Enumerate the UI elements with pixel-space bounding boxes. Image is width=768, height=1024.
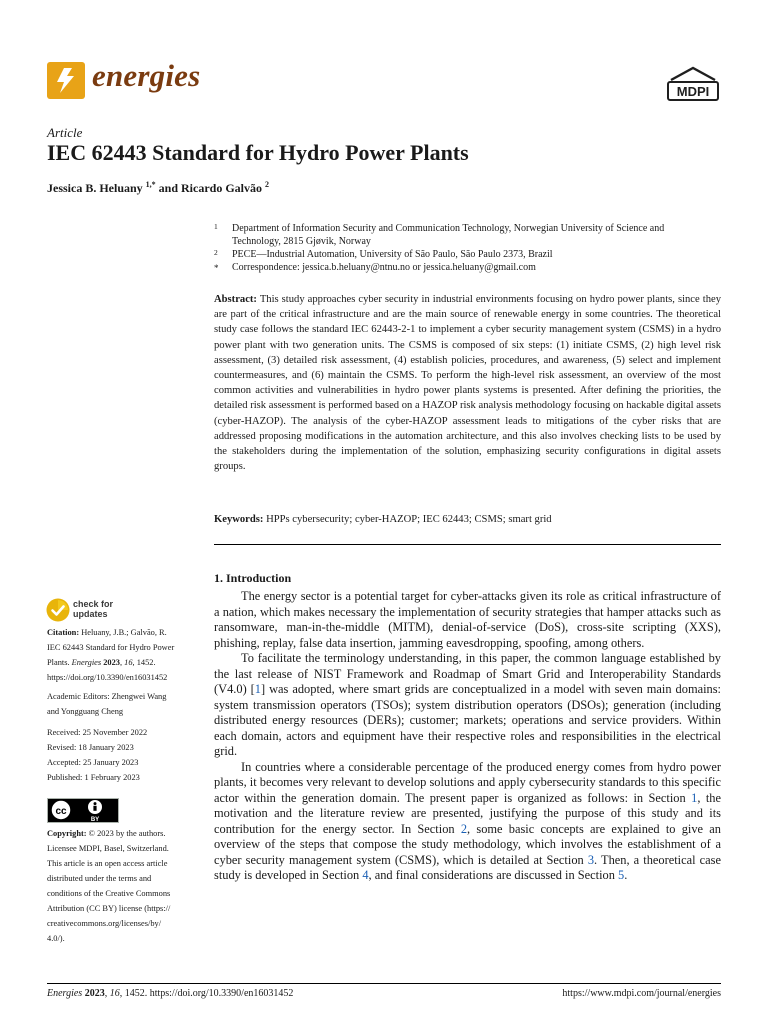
by-icon: BY: [90, 817, 100, 823]
revised-date: Revised: 18 January 2023: [47, 743, 134, 752]
check-badge-icon: [46, 598, 70, 622]
publication-dates: [47, 725, 197, 785]
check-for-updates-label: check for updates: [73, 599, 114, 619]
affiliation-text: PECE—Industrial Automation, University of São Paulo, São Paulo 2373, Brazil: [232, 249, 553, 260]
published-date: Published: 1 February 2023: [47, 773, 140, 782]
section-divider: [214, 544, 721, 545]
affiliation-text: Department of Information Security and Communication Technology, Norwegian University of Science and Technology, 2815 Gjøvik, Norway: [232, 223, 665, 247]
author-affiliation-mark: 1,*: [145, 180, 156, 189]
license-link[interactable]: Attribution (CC BY) license (https://: [47, 904, 171, 913]
author-affiliation-mark: 2: [265, 180, 270, 189]
keywords-text: HPPs cybersecurity; cyber-HAZOP; IEC 62443; CSMS; smart grid: [266, 514, 552, 525]
check-for-updates-button[interactable]: [46, 598, 126, 624]
copyright-label: Copyright:: [47, 829, 87, 838]
section-link[interactable]: 2: [460, 821, 468, 836]
affiliation-mark: *: [214, 263, 219, 273]
citation-block: Citation: Heluany, J.B.; Galvão, R. IEC 62443 Standard for Hydro Power Plants. Energies 2023, 16, 1452. https://doi.org/10.3390/en16031452: [47, 625, 197, 685]
author-name[interactable]: and Ricardo Galvão: [158, 181, 263, 195]
reference-link[interactable]: 1: [254, 682, 261, 696]
keywords-label: Keywords:: [214, 514, 264, 525]
section-link[interactable]: 5: [618, 868, 625, 882]
abstract-text: This study approaches cyber security in industrial environments focusing on hydro power plants, since they are part of the critical infrastructure and are the main source of renewable energy in some countries. The theoretical study case follows the standard IEC 62443-2-1 to implement a cyber security management system (CSMS) in a hydro power plant with two generation units. The CSMS is composed of six steps: (1) initiate CSMS, (2) high level risk assessment, (3) detailed risk assessment, (4) establish policies, procedures, and awareness, (5) select and implement countermeasures, and (6) maintain the CSMS. To perform the high-level risk assessment, an overview of the most common activities and vulnerabilities in hydro power plants systems is presented. After defining the priorities, the detailed risk assessment is performed based on a HAZOP risk analysis methodology focusing on hackable digital assets (cyber-HAZOP). The analysis of the cyber-HAZOP assessment leads to mitigations of the cyber risks that are addressed proposing modifications in the automation architecture, and this also involves checking lists to be used by the stakeholders during the implementation of the solution, emphasizing security configurations in digital assets groups.: [214, 294, 721, 473]
affiliation-mark: 1: [214, 222, 218, 231]
footer-divider: [47, 983, 721, 984]
section-heading: 1. Introduction: [214, 571, 292, 585]
keywords: [214, 512, 721, 527]
author-name[interactable]: Jessica B. Heluany: [47, 181, 143, 195]
article-type: Article: [47, 125, 83, 140]
affiliation-mark: 2: [214, 248, 218, 257]
footer-doi-link[interactable]: , 1452. https://doi.org/10.3390/en16031452: [119, 988, 294, 999]
received-date: Received: 25 November 2022: [47, 728, 148, 737]
correspondence-text[interactable]: Correspondence: jessica.b.heluany@ntnu.no or jessica.heluany@gmail.com: [232, 262, 536, 273]
affiliation: [214, 222, 714, 248]
paper-title: IEC 62443 Standard for Hydro Power Plants: [47, 140, 469, 165]
license-link[interactable]: creativecommons.org/licenses/by/: [47, 919, 162, 928]
mdpi-logo-text: MDPI: [676, 84, 710, 99]
copyright-block: Copyright: © 2023 by the authors. Licensee MDPI, Basel, Switzerland. This article is an open access article distributed under the terms and conditions of the Creative Commons Attribution (CC BY) license (https:// creativecommons.org/licenses/by/ 4.0/).: [47, 826, 197, 946]
footer-citation: Energies 2023, 16, 1452. https://doi.org/10.3390/en16031452: [47, 988, 294, 999]
lightning-bolt-icon: [47, 62, 85, 99]
citation-label: Citation:: [47, 628, 80, 637]
paragraph: In countries where a considerable percentage of the produced energy comes from hydro power plants, it becomes very relevant to develop solutions and apply cybersecurity standards to this specific actor within the generation domain. The present paper is organized as follows: in Section 1, the motivation and the literature review are presented, justifying the purpose of this study and its contribution for the energy sector. In Section 2, some basic concepts are explained to give an overview of the steps that compose the study methodology, which involves the establishment of a cyber security management system (CSMS), which is detailed at Section 3. Then, a theoretical case study is developed in Section 4, and final considerations are discussed in Section 5.: [214, 759, 721, 882]
mdpi-logo[interactable]: [665, 66, 721, 104]
section-link[interactable]: 4: [362, 868, 369, 882]
paragraph: To facilitate the terminology understanding, in this paper, the common language established by the last release of NIST Framework and Roadmap of Smart Grid and Interoperability Standards (V4.0) [1] was adopted, where smart grids are conceptualized in a model with seven main domains: system transmission operators (TSOs); system distribution operators (DSOs); generation (including distributed energy resources (DERs); customer; markets; operations and service providers. Within each domain, actors and equipment have their respective roles and responsibilities in the electrical grid.: [214, 651, 721, 758]
accepted-date: Accepted: 25 January 2023: [47, 758, 139, 767]
cc-by-license-badge[interactable]: [47, 798, 119, 823]
citation-doi-link[interactable]: https://doi.org/10.3390/en16031452: [47, 673, 168, 682]
body-text: [214, 589, 721, 884]
author-list: [47, 180, 269, 196]
cc-icon: cc: [55, 806, 67, 817]
journal-logo: [47, 62, 85, 99]
abstract: [214, 292, 721, 474]
section-link[interactable]: 3: [587, 852, 595, 867]
journal-url-link[interactable]: https://www.mdpi.com/journal/energies: [562, 988, 721, 999]
paragraph: The energy sector is a potential target for cyber-attacks given its role as critical infrastructure of a nation, which makes necessary the implementation of security strategies that hamper attacks such as ransomware, man-in-the-middle (MITM), denial-of-service (DoS), cross-site scripting (XXS), phishing, replay, false data insertion, jamming eavesdropping, spoofing, among others.: [214, 589, 721, 650]
correspondence: [214, 261, 714, 274]
section-link[interactable]: 1: [691, 790, 698, 805]
journal-name[interactable]: energies: [92, 58, 201, 93]
affiliation: [214, 248, 714, 261]
abstract-label: Abstract:: [214, 294, 257, 305]
academic-editors: Academic Editors: Zhengwei Wang and Yongguang Cheng: [47, 692, 167, 716]
